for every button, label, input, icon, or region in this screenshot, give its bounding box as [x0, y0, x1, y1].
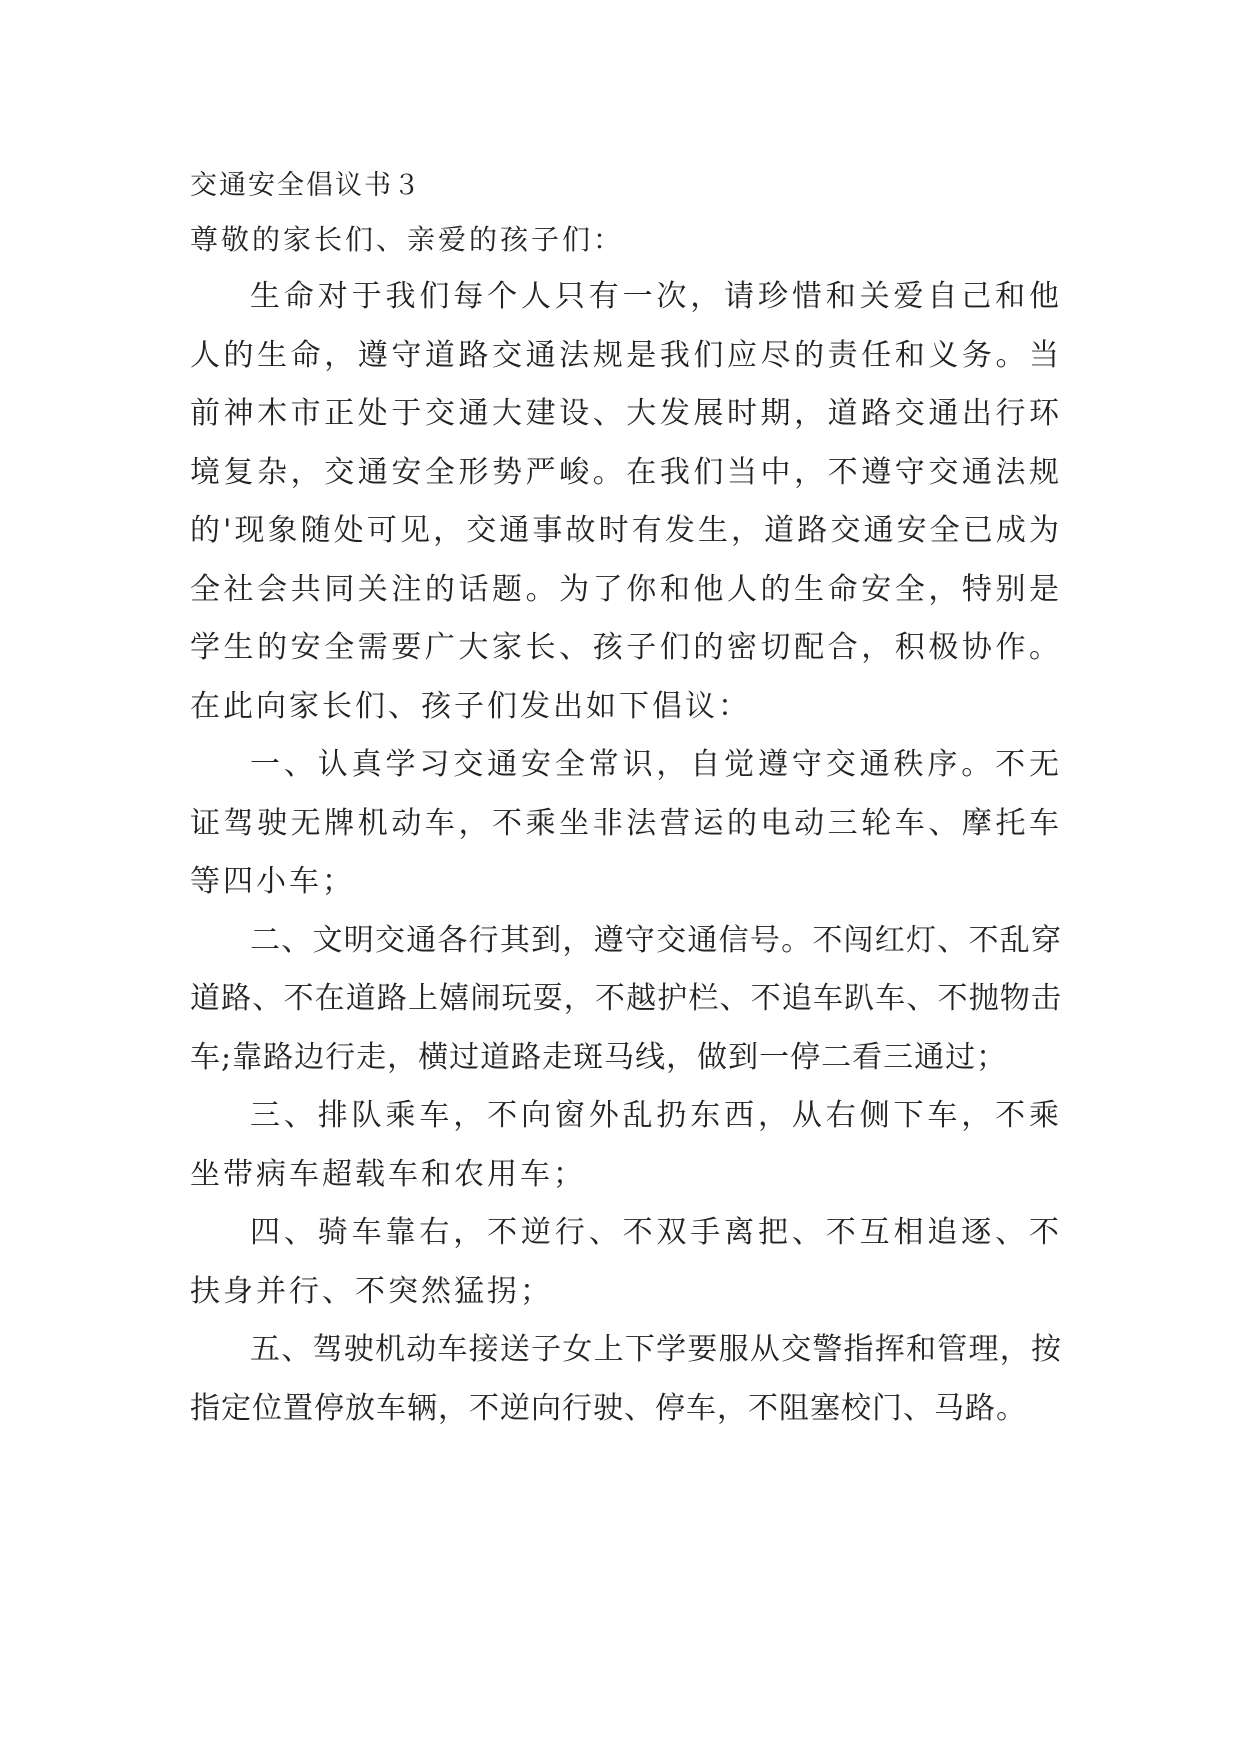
- paragraph-intro: 生命对于我们每个人只有一次，请珍惜和关爱自己和他人的生命，遵守道路交通法规是我们应尽的责任和义务。当前神木市正处于交通大建设、大发展时期，道路交通出行环境复杂，交通安全形势严峻。在我们当中，不遵守交通法规的'现象随处可见，交通事故时有发生，道路交通安全已成为全社会共同关注的话题。为了你和他人的生命安全，特别是学生的安全需要广大家长、孩子们的密切配合，积极协作。在此向家长们、孩子们发出如下倡议：: [190, 279, 1062, 724]
- document-body: [190, 161, 1062, 1438]
- document-title: 交通安全倡议书３: [190, 170, 422, 201]
- paragraph-item-3: 三、排队乘车，不向窗外乱扔东西，从右侧下车，不乘坐带病车超载车和农用车；: [190, 1098, 1062, 1192]
- paragraph-item-2: 二、文明交通各行其到，遵守交通信号。不闯红灯、不乱穿道路、不在道路上嬉闹玩耍，不越护栏、不追车趴车、不抛物击车;靠路边行走，横过道路走斑马线，做到一停二看三通过；: [190, 922, 1062, 1075]
- paragraph-item-4: 四、骑车靠右，不逆行、不双手离把、不互相追逐、不扶身并行、不突然猛拐；: [190, 1215, 1062, 1309]
- salutation: 尊敬的家长们、亲爱的孩子们：: [190, 223, 625, 256]
- paragraph-item-5: 五、驾驶机动车接送子女上下学要服从交警指挥和管理，按指定位置停放车辆，不逆向行驶、停车，不阻塞校门、马路。: [190, 1332, 1062, 1426]
- paragraph-item-1: 一、认真学习交通安全常识，自觉遵守交通秩序。不无证驾驶无牌机动车，不乘坐非法营运的电动三轮车、摩托车等四小车；: [190, 747, 1062, 899]
